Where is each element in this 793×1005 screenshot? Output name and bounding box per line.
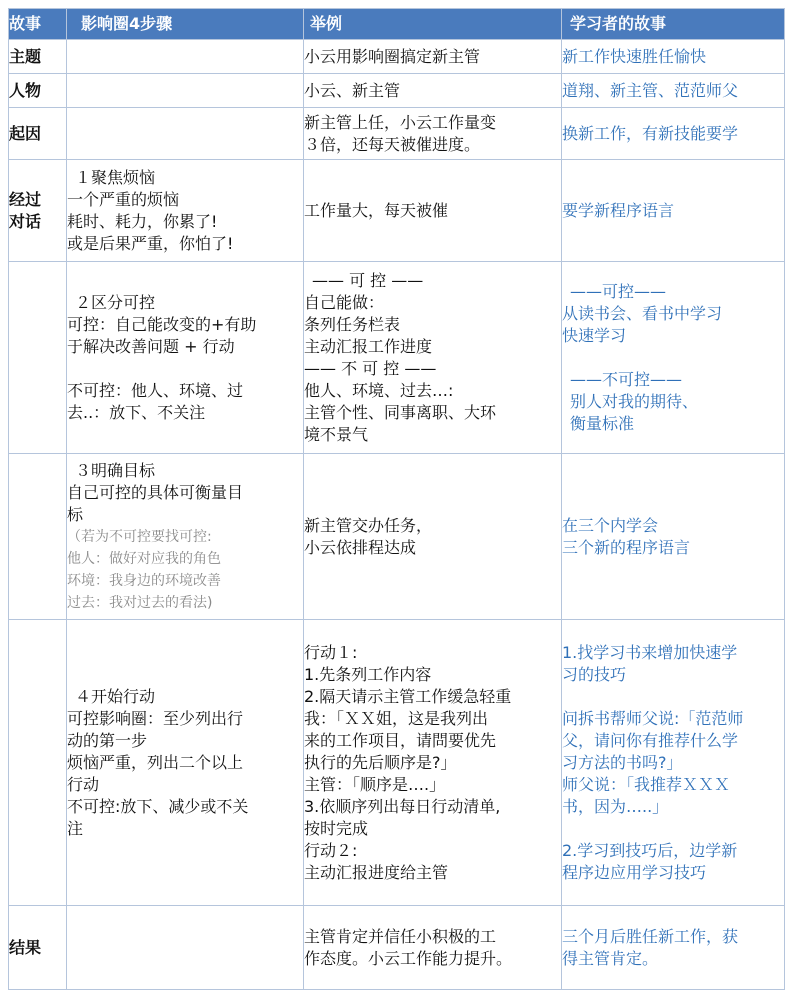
step4-line: 烦恼严重，列出二个以上	[67, 752, 244, 772]
step4-learner-line: 程序边应用学习技巧	[562, 862, 707, 882]
step3-line: 自己可控的具体可衡量目	[67, 482, 244, 502]
step2-learner-line: 别人对我的期待、	[570, 391, 699, 411]
row-people	[9, 74, 785, 108]
step2-example-line: 条列任务栏表	[304, 314, 401, 334]
step3-cell	[67, 454, 304, 620]
step1-example: 工作量大，每天被催	[304, 160, 562, 262]
result-example-line: 作态度。小云工作能力提升。	[304, 948, 513, 968]
step1-line: 或是后果严重，你怕了!	[67, 233, 234, 253]
step3-learner	[562, 454, 785, 620]
spacer	[562, 347, 784, 369]
step4-example-line: 我：「ＸＸ姐，这是我列出	[304, 708, 489, 728]
step3-learner-line: 三个新的程序语言	[562, 537, 691, 557]
step3-note: 环境：我身边的环境改善	[67, 572, 221, 589]
cause-learner: 换新工作，有新技能要学	[562, 108, 785, 160]
step4-example-line: 行动１:	[304, 642, 358, 662]
step3-note: 他人：做好对应我的角色	[67, 550, 221, 567]
theme-learner: 新工作快速胜任愉快	[562, 40, 785, 74]
result-example-line: 主管肯定并信任小积极的工	[304, 926, 497, 946]
step4-line: 动的第一步	[67, 730, 148, 750]
header-steps: 影响圈4步骤	[67, 9, 304, 40]
result-example	[304, 906, 562, 990]
step3-learner-line: 在三个内学会	[562, 515, 659, 535]
step4-learner-line: 2.学习到技巧后，边学新	[562, 840, 738, 860]
step4-learner-line: 书，因为…..」	[562, 796, 669, 816]
step2-learner-line: ——可控——	[570, 281, 667, 301]
row-label-theme: 主题	[9, 40, 67, 74]
result-step-cell	[67, 906, 304, 990]
people-example: 小云、新主管	[304, 74, 562, 108]
step4-cell	[67, 620, 304, 906]
step2-example-line: 境不景气	[304, 424, 369, 444]
step3-note: （若为不可控要找可控:	[67, 528, 212, 545]
cause-example-line: ３倍，还每天被催进度。	[304, 134, 481, 154]
spacer	[562, 818, 784, 840]
step3-title: ３明确目标	[75, 460, 156, 480]
step2-title: ２区分可控	[75, 292, 156, 312]
step4-learner-line: 师父说：「我推荐ＸＸＸ	[562, 774, 731, 794]
step4-line: 可控影响圈：至少列出行	[67, 708, 244, 728]
result-learner-line: 三个月后胜任新工作，获	[562, 926, 739, 946]
dialogue-label-line: 经过	[9, 189, 42, 209]
step2-example-line: —— 不 可 控 ——	[304, 358, 437, 378]
cause-example	[304, 108, 562, 160]
result-learner	[562, 906, 785, 990]
step4-line: 行动	[67, 774, 100, 794]
step2-example-line: 主管个性、同事离职、大环	[304, 402, 497, 422]
step4-example-line: 主管：「顺序是….」	[304, 774, 446, 794]
row-result	[9, 906, 785, 990]
step4-learner	[562, 620, 785, 906]
step4-example-line: 按时完成	[304, 818, 369, 838]
step4-example-line: 执行的先后顺序是?」	[304, 752, 457, 772]
step4-example-line: 行动２:	[304, 840, 358, 860]
theme-example: 小云用影响圈搞定新主管	[304, 40, 562, 74]
header-example: 举例	[304, 9, 562, 40]
story-table	[8, 8, 785, 990]
step2-cell	[67, 262, 304, 454]
step1-title: １聚焦烦恼	[75, 167, 156, 187]
spacer	[562, 686, 784, 708]
step1-line: 一个严重的烦恼	[67, 189, 180, 209]
step3-example-line: 新主管交办任务，	[304, 515, 433, 535]
step2-learner-line: 快速学习	[562, 325, 627, 345]
row-step3	[9, 454, 785, 620]
step3-label-cell	[9, 454, 67, 620]
step1-line: 耗时、耗力，你累了!	[67, 211, 218, 231]
step4-example-line: 1.先条列工作内容	[304, 664, 432, 684]
row-step2	[9, 262, 785, 454]
step2-line: 不可控：他人、环境、过	[67, 380, 244, 400]
step4-learner-line: 1.找学习书来增加快速学	[562, 642, 738, 662]
header-learner-story: 学习者的故事	[562, 9, 785, 40]
people-learner: 道翔、新主管、范范师父	[562, 74, 785, 108]
row-label-cause: 起因	[9, 108, 67, 160]
people-step-cell	[67, 74, 304, 108]
step2-example-line: 主动汇报工作进度	[304, 336, 433, 356]
step2-learner-line: ——不可控——	[570, 369, 683, 389]
step4-label-cell	[9, 620, 67, 906]
row-step4	[9, 620, 785, 906]
step4-title: ４开始行动	[75, 686, 156, 706]
row-label-people: 人物	[9, 74, 67, 108]
spacer	[67, 358, 303, 380]
header-row	[9, 9, 785, 40]
step4-example-line: 2.隔天请示主管工作缓急轻重	[304, 686, 512, 706]
dialogue-label-line: 对话	[9, 211, 42, 231]
step2-learner	[562, 262, 785, 454]
step2-line: 可控：自己能改变的+有助	[67, 314, 257, 334]
step2-line: 于解决改善问题 + 行动	[67, 336, 235, 356]
row-theme	[9, 40, 785, 74]
step4-line: 不可控:放下、减少或不关	[67, 796, 249, 816]
step4-example	[304, 620, 562, 906]
cause-step-cell	[67, 108, 304, 160]
step2-example	[304, 262, 562, 454]
step3-example	[304, 454, 562, 620]
step3-note: 过去：我对过去的看法)	[67, 594, 213, 611]
step2-example-line: 他人、环境、过去…:	[304, 380, 454, 400]
step2-learner-line: 衡量标准	[570, 413, 635, 433]
header-story: 故事	[9, 9, 67, 40]
row-step1	[9, 160, 785, 262]
row-cause	[9, 108, 785, 160]
step4-line: 注	[67, 818, 84, 838]
theme-step-cell	[67, 40, 304, 74]
row-label-result: 结果	[9, 906, 67, 990]
step4-learner-line: 问拆书帮师父说:「范范师	[562, 708, 744, 728]
cause-example-line: 新主管上任，小云工作量变	[304, 112, 497, 132]
step2-line: 去..：放下、不关注	[67, 402, 206, 422]
step1-cell	[67, 160, 304, 262]
step2-example-line: 自己能做：	[304, 292, 385, 312]
step4-example-line: 3.依顺序列出每日行动清单,	[304, 796, 501, 816]
step1-learner: 要学新程序语言	[562, 160, 785, 262]
step4-learner-line: 父，请问你有推荐什么学	[562, 730, 739, 750]
step3-line: 标	[67, 504, 84, 524]
step3-example-line: 小云依排程达成	[304, 537, 417, 557]
step2-learner-line: 从读书会、看书中学习	[562, 303, 723, 323]
step4-learner-line: 习方法的书吗?」	[562, 752, 683, 772]
step2-label-cell	[9, 262, 67, 454]
row-label-dialogue	[9, 160, 67, 262]
result-learner-line: 得主管肯定。	[562, 948, 659, 968]
step4-learner-line: 习的技巧	[562, 664, 627, 684]
step4-example-line: 主动汇报进度给主管	[304, 862, 449, 882]
step2-example-line: —— 可 控 ——	[312, 270, 424, 290]
step4-example-line: 来的工作项目，请問要优先	[304, 730, 497, 750]
